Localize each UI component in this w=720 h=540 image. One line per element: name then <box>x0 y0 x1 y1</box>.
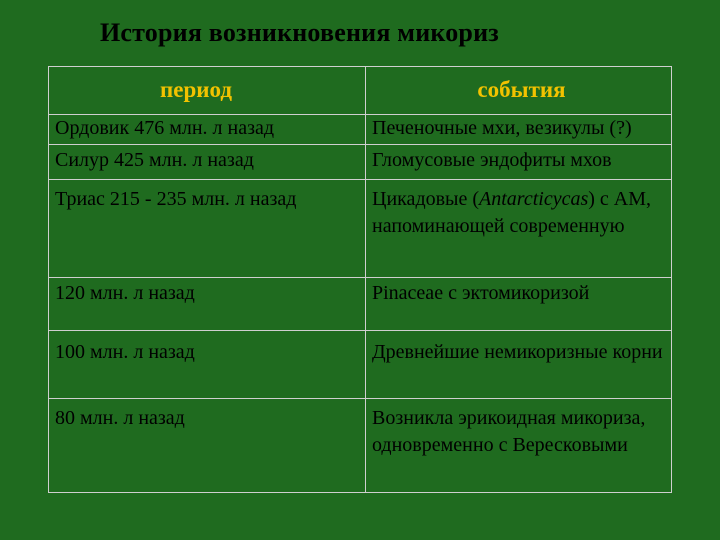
event-cell: Древнейшие немикоризные корни <box>366 331 672 399</box>
slide-title: История возникновения микориз <box>100 18 499 47</box>
table-row <box>49 399 672 493</box>
event-text-start: Цикадовые ( <box>372 188 480 211</box>
table-row <box>49 180 672 278</box>
period-cell: 80 млн. л назад <box>49 399 366 493</box>
period-cell: Силур 425 млн. л назад <box>49 145 366 180</box>
period-cell: Триас 215 - 235 млн. л назад <box>49 180 366 278</box>
period-cell: 100 млн. л назад <box>49 331 366 399</box>
table-row <box>49 145 672 180</box>
table-row <box>49 331 672 399</box>
table-header-row <box>49 67 672 115</box>
event-text-italic: Antarcticycas <box>479 188 589 211</box>
event-text-end: ) с АМ, напоминающей современную <box>372 188 652 238</box>
event-cell: Гломусовые эндофиты мхов <box>366 145 672 180</box>
event-cell: Печеночные мхи, везикулы (?) <box>366 115 672 145</box>
event-cell: Pinaceae с эктомикоризой <box>366 277 672 331</box>
period-cell: 120 млн. л назад <box>49 277 366 331</box>
history-table <box>48 66 672 493</box>
table-row <box>49 277 672 331</box>
event-cell: Возникла эрикоидная микориза, одновременно с Вересковыми <box>366 399 672 493</box>
period-cell: Ордовик 476 млн. л назад <box>49 115 366 145</box>
table-row <box>49 115 672 145</box>
event-cell <box>366 180 672 278</box>
header-events: события <box>366 67 672 115</box>
header-period: период <box>49 67 366 115</box>
